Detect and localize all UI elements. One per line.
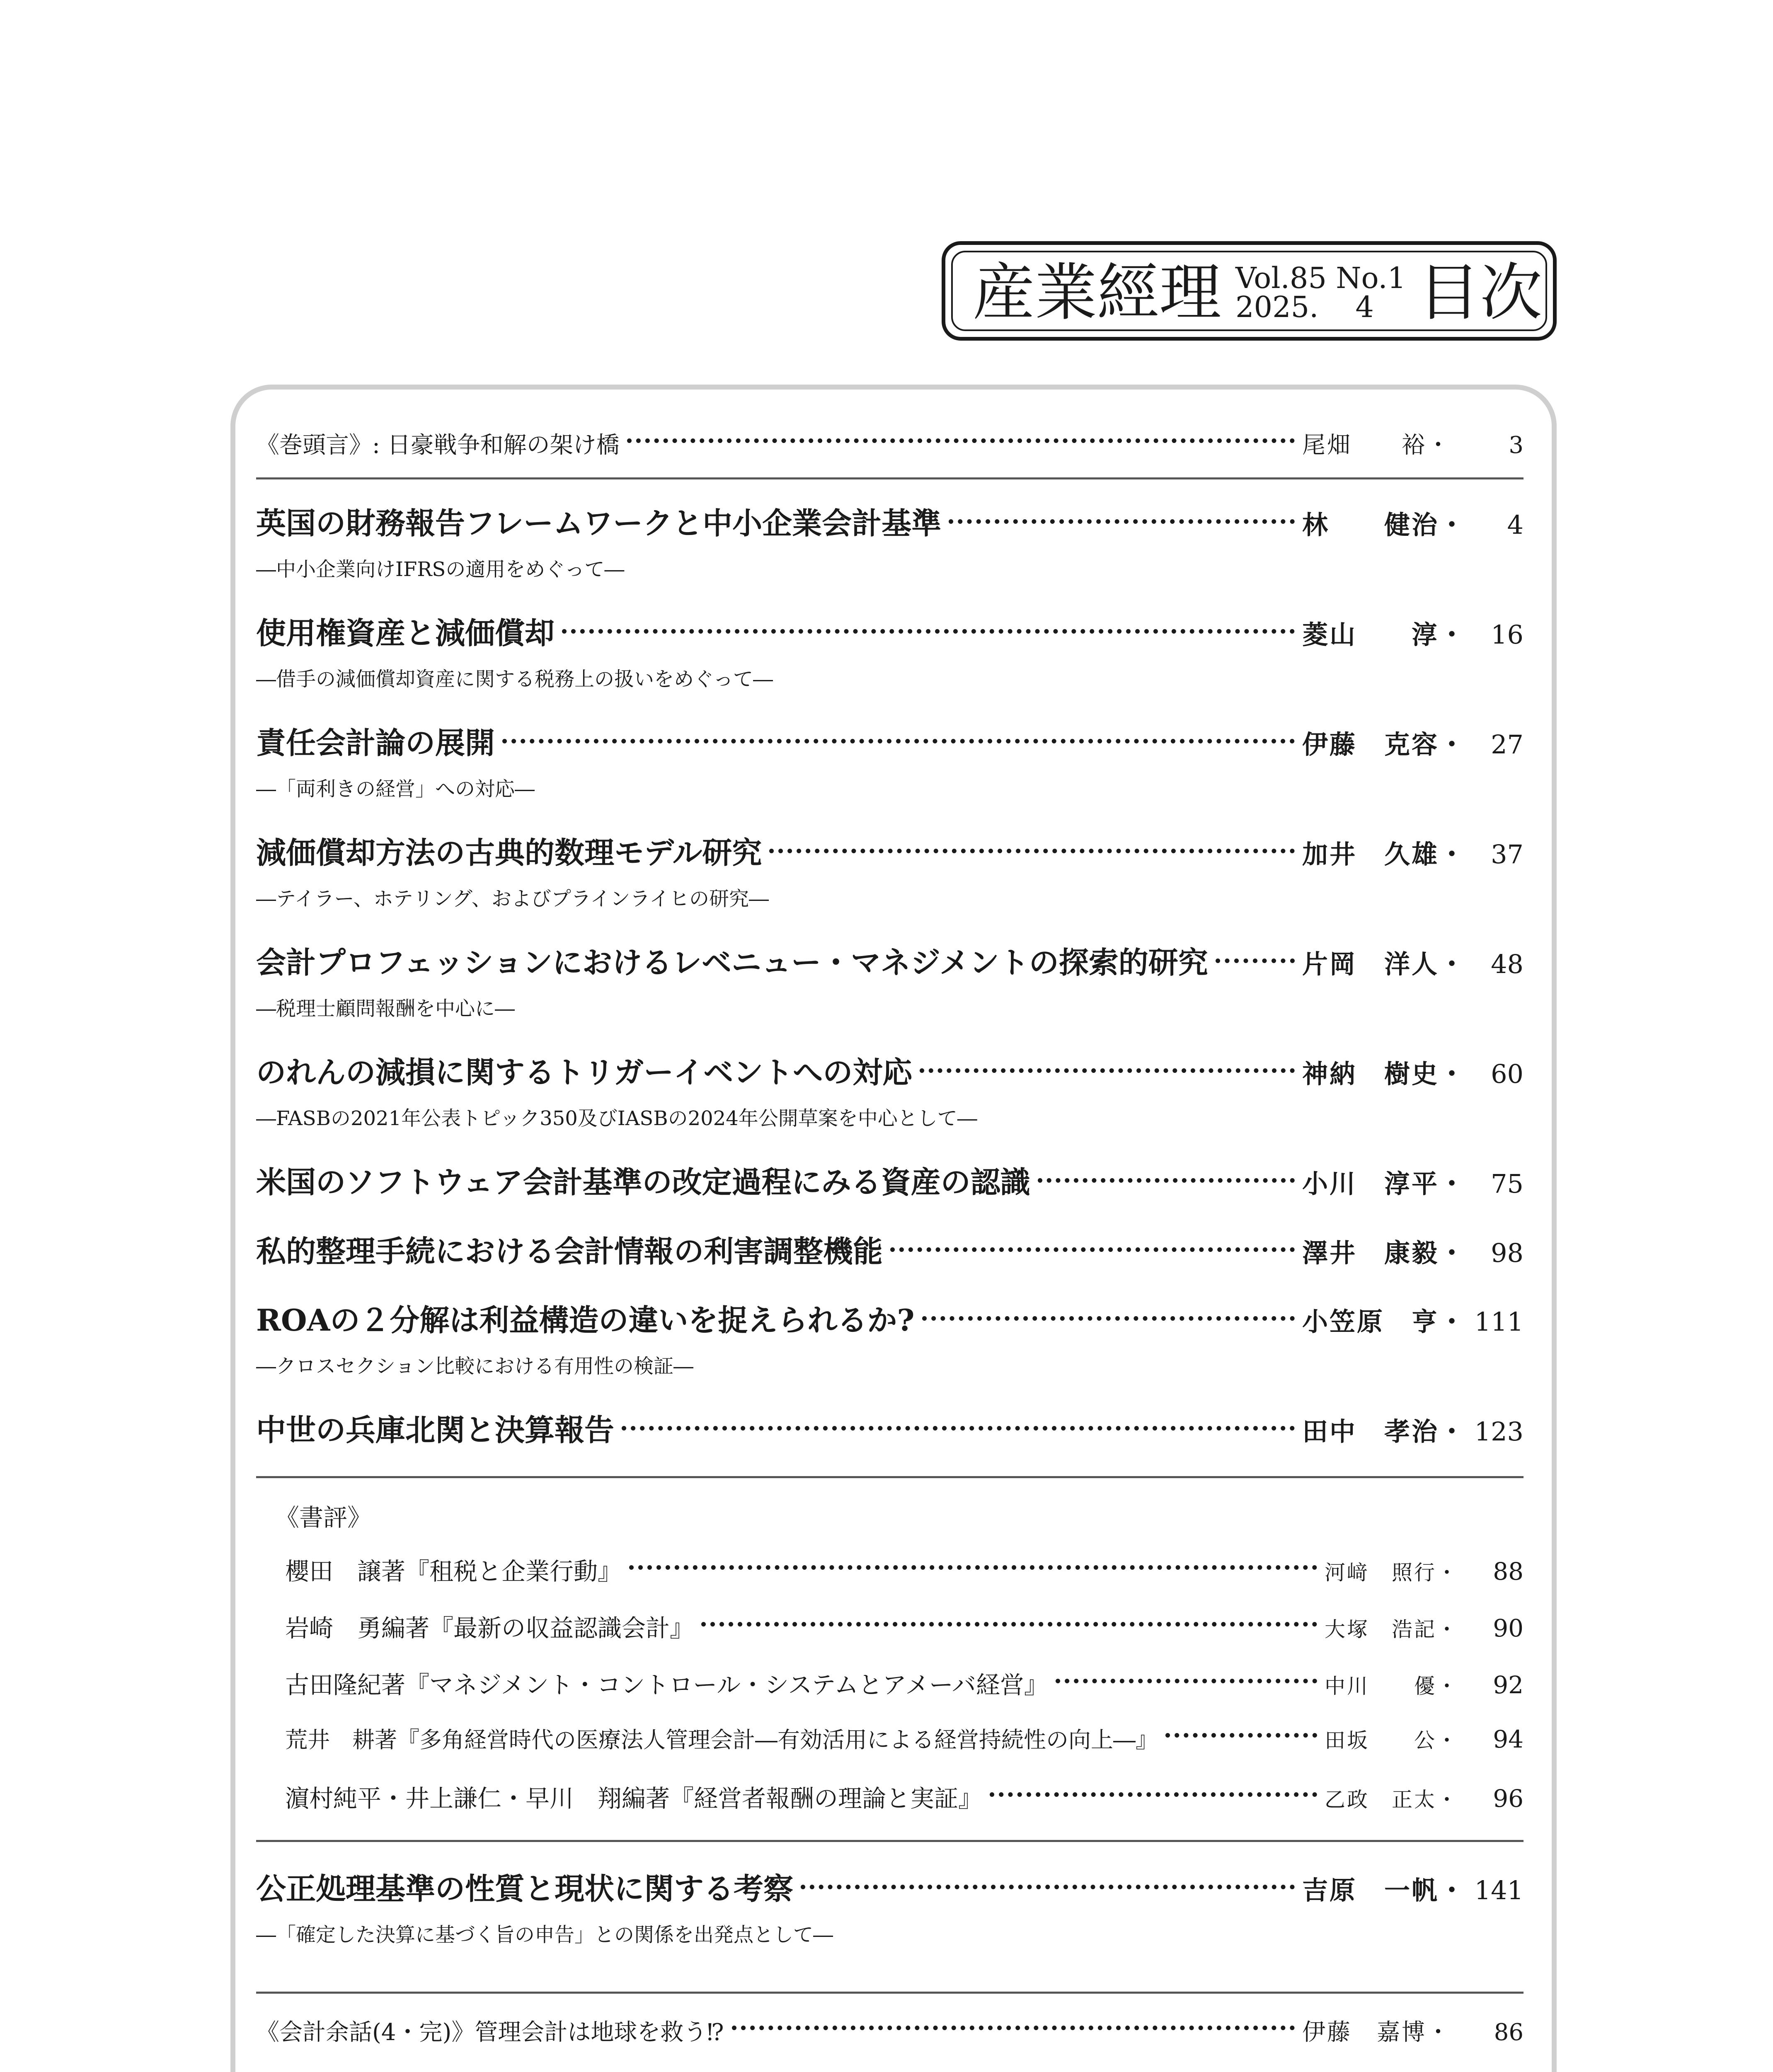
review-page: 92 (1493, 1671, 1524, 1699)
review-entry[interactable] (285, 1665, 1524, 1707)
review-entry[interactable] (285, 1552, 1524, 1593)
article-page: 27 (1491, 729, 1524, 760)
feature-subtitle: ―「確定した決算に基づく旨の申告」との関係を出発点として― (256, 1923, 833, 1946)
article-entry[interactable] (256, 609, 1524, 659)
article-author: 片岡 洋人・ (1302, 949, 1467, 979)
leader-dots (627, 438, 1295, 443)
article-subtitle: ―税理士顧問報酬を中心に― (256, 997, 515, 1020)
article-entry[interactable] (256, 939, 1524, 988)
article-page: 75 (1491, 1169, 1524, 1199)
article-title: 中世の兵庫北関と決算報告 (256, 1412, 615, 1447)
journal-title: 産業經理 (973, 257, 1222, 329)
opening-entry[interactable] (256, 427, 1524, 468)
review-entry[interactable] (285, 1722, 1524, 1764)
leader-dots (502, 739, 1295, 743)
leader-dots (1216, 959, 1295, 963)
article-page: 111 (1474, 1307, 1524, 1337)
review-page: 90 (1493, 1614, 1524, 1642)
review-author: 田坂 公・ (1325, 1728, 1459, 1752)
leader-dots (949, 519, 1295, 524)
leader-dots (1056, 1679, 1317, 1683)
article-title: ROAの２分解は利益構造の違いを捉えられるか? (256, 1302, 915, 1338)
article-page: 48 (1491, 949, 1524, 979)
leader-dots (890, 1247, 1295, 1252)
review-author: 大塚 浩記・ (1325, 1617, 1459, 1641)
article-page: 98 (1491, 1238, 1524, 1268)
review-author: 中川 優・ (1325, 1674, 1459, 1698)
feature-author: 吉原 一帆・ (1302, 1875, 1467, 1905)
feature-entry[interactable] (256, 1865, 1524, 1915)
toc-label: 目次 (1418, 257, 1543, 329)
leader-dots (732, 2026, 1295, 2030)
article-title: 責任会計論の展開 (256, 725, 495, 760)
column-author: 伊藤 嘉博・ (1302, 2019, 1451, 2046)
divider (256, 477, 1524, 479)
leader-dots (1165, 1733, 1317, 1738)
leader-dots (562, 629, 1295, 634)
review-title: 櫻田 譲著『租税と企業行動』 (285, 1557, 622, 1585)
divider (256, 1476, 1524, 1478)
issue-date: 2025. 4 (1235, 290, 1374, 324)
toc-header (942, 241, 1557, 341)
article-page: 37 (1491, 839, 1524, 869)
article-subtitle: ―クロスセクション比較における有用性の検証― (256, 1355, 694, 1378)
divider (256, 1840, 1524, 1842)
reviews-label: 《書評》 (275, 1503, 372, 1532)
article-author: 小笠原 亨・ (1302, 1307, 1467, 1337)
leader-dots (622, 1426, 1295, 1431)
article-title: 米国のソフトウェア会計基準の改定過程にみる資産の認識 (256, 1164, 1030, 1200)
article-subtitle: ―テイラー、ホテリング、およびプラインライヒの研究― (256, 887, 769, 910)
column-page: 86 (1494, 2019, 1524, 2046)
review-entry[interactable] (285, 1609, 1524, 1650)
article-page: 123 (1474, 1416, 1524, 1447)
leader-dots (990, 1792, 1317, 1797)
article-subtitle: ―FASBの2021年公表トピック350及びIASBの2024年公開草案を中心として― (256, 1107, 977, 1130)
entry-title: 《巻頭言》: 日豪戦争和解の架け橋 (256, 432, 620, 459)
review-author: 河﨑 照行・ (1325, 1561, 1459, 1585)
entry-author: 尾畑 裕・ (1302, 432, 1451, 459)
leader-dots (701, 1622, 1317, 1627)
review-title: 荒井 耕著『多角経営時代の医療法人管理会計―有効活用による経営持続性の向上―』 (285, 1727, 1158, 1753)
article-title: 会計プロフェッションにおけるレベニュー・マネジメントの探索的研究 (256, 945, 1208, 980)
article-title: 減価償却方法の古典的数理モデル研究 (256, 835, 762, 870)
article-author: 林 健治・ (1302, 510, 1467, 540)
article-entry[interactable] (256, 829, 1524, 879)
article-subtitle: ―中小企業向けIFRSの適用をめぐって― (256, 558, 625, 581)
article-author: 田中 孝治・ (1302, 1416, 1467, 1447)
review-author: 乙政 正太・ (1325, 1788, 1459, 1812)
article-author: 菱山 淳・ (1302, 620, 1467, 650)
entry-page: 3 (1509, 432, 1524, 459)
article-subtitle: ―借手の減価償却資産に関する税務上の扱いをめぐって― (256, 668, 773, 691)
article-entry[interactable] (256, 719, 1524, 769)
review-entry[interactable] (285, 1779, 1524, 1820)
feature-title: 公正処理基準の性質と現状に関する考察 (256, 1871, 794, 1906)
article-title: のれんの減損に関するトリガーイベントへの対応 (256, 1055, 913, 1090)
leader-dots (920, 1068, 1295, 1073)
review-title: 濵村純平・井上謙仁・早川 翔編著『経営者報酬の理論と実証』 (285, 1784, 983, 1813)
review-page: 94 (1493, 1725, 1524, 1753)
article-author: 伊藤 克容・ (1302, 729, 1467, 760)
volume-number: Vol.85 No.1 (1235, 261, 1406, 295)
article-subtitle: ―「両利きの経営」への対応― (256, 777, 535, 801)
article-title: 英国の財務報告フレームワークと中小企業会計基準 (256, 506, 942, 541)
article-entry[interactable] (256, 1048, 1524, 1098)
article-entry[interactable] (256, 1406, 1524, 1456)
review-page: 88 (1493, 1557, 1524, 1585)
article-entry[interactable] (256, 1296, 1524, 1346)
article-author: 澤井 康毅・ (1302, 1238, 1467, 1268)
article-page: 4 (1507, 510, 1524, 540)
article-author: 神納 樹史・ (1302, 1059, 1467, 1089)
article-entry[interactable] (256, 1158, 1524, 1208)
column-title: 《会計余話(4・完)》管理会計は地球を救う⁉ (256, 2019, 724, 2046)
review-page: 96 (1493, 1784, 1524, 1813)
feature-page: 141 (1474, 1875, 1524, 1905)
review-title: 古田隆紀著『マネジメント・コントロール・システムとアメーバ経営』 (285, 1671, 1048, 1699)
article-page: 60 (1491, 1059, 1524, 1089)
article-author: 加井 久雄・ (1302, 839, 1467, 869)
leader-dots (629, 1565, 1317, 1570)
article-title: 私的整理手続における会計情報の利害調整機能 (256, 1234, 883, 1269)
article-title: 使用権資産と減価償却 (256, 615, 555, 651)
article-entry[interactable] (256, 499, 1524, 549)
article-page: 16 (1491, 620, 1524, 650)
leader-dots (801, 1885, 1295, 1889)
article-author: 小川 淳平・ (1302, 1169, 1467, 1199)
divider (256, 1992, 1524, 1994)
article-entry[interactable] (256, 1227, 1524, 1277)
leader-dots (1038, 1178, 1295, 1183)
review-title: 岩崎 勇編著『最新の収益認識会計』 (285, 1614, 694, 1642)
column-entry[interactable] (256, 2014, 1524, 2055)
leader-dots (922, 1316, 1295, 1321)
leader-dots (769, 849, 1295, 853)
